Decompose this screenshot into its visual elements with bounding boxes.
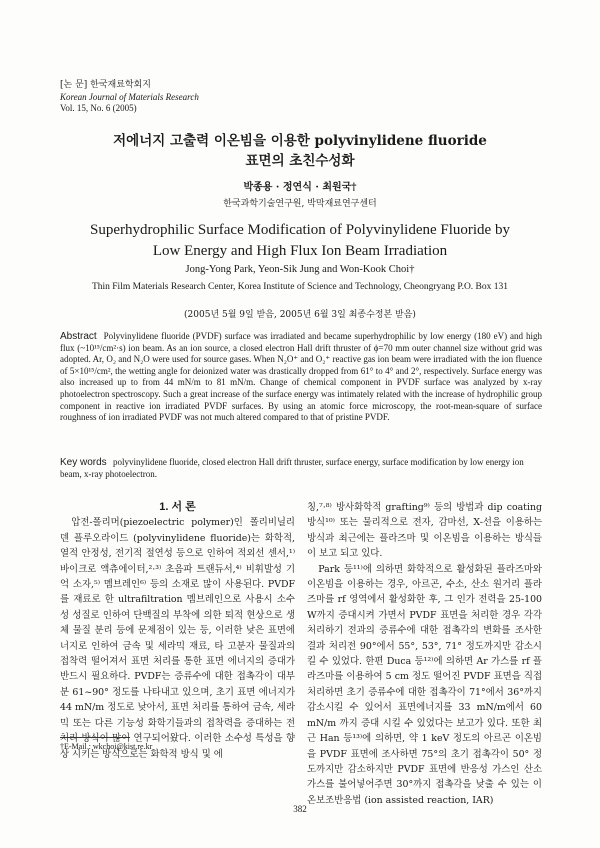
journal-category: [논 문] 한국재료학회지	[60, 80, 151, 90]
received-dates: (2005년 5월 9일 받음, 2005년 6월 3일 최종수정본 받음)	[184, 310, 416, 320]
abstract	[60, 331, 542, 424]
left-paragraph-1: 압전-폴리머(piezoelectric polymer)인 폴리비닐리덴 플루오라이드 (polyvinylidene fluoride)는 화학적, 열적 안정성, 전기적 절연성 등으로 인하여 적외선 센서,¹⁾ 바이크로 액츄에이터,²·³⁾ 초음파 트랜듀서,⁴⁾ 비휘발성 기억 소자,⁵⁾ 멤브레인⁶⁾ 등의 소재로 많이 사용된다. PVDF를 재료로 한 ultrafiltration 멤브레인으로 사용시 소수성 성질로 인하여 단백질의 부착에 의한 퇴적 현상으로 생체 물질 분리 등에 문제점이 있는 등, 이러한 낮은 표면에너지로 인하여 금속 및 세라믹 재료, 타 고분자 물질과의 접착력 떨어져서 표면 처리를 통한 표면 에너지의 증대가 반드시 필요하다. PVDF는 증류수에 대한 접촉각이 대부분 61~90° 정도를 나타내고 있으며, 초기 표면 에너지가 44 mN/m 정도로 낮아서, 표면 처리를 통하여 금속, 세라믹 또는 다른 기능성 화학기들과의 접착력을 증대하는 전처리 방식이 많이 연구되어왔다. 이러한 소수성 특성을 향상 시키는 방식으로는 화학적 방식 및 에	[60, 517, 295, 760]
title-english-line2: Low Energy and High Flux Ion Beam Irradiation	[152, 243, 448, 259]
journal-header	[60, 80, 199, 115]
abstract-text: Polyvinylidene fluoride (PVDF) surface was irradiated and became superhydrophilic by low energy (180 eV) and high flux (~10¹⁵/cm²·s) ion beam. As an ion source, a closed electron Hall drift thruster of ϕ=70 mm outer channel size without grid was adopted. Ar, O₂ and N₂O were used for source gases. When N₂O⁺ and O₂⁺ reactive gas ion beam were irradiated with the ion fluence of 5×10¹⁵/cm², the wetting angle for deionized water was drastically dropped from 61° to 4° and 2°, respectively. Surface energy was also increased up to from 44 mN/m to 81 mN/m. Change of chemical component in PVDF surface was analyzed by x-ray photoelectron spectroscopy. Such a great increase of the surface energy was intimately related with the increase of hydrophilic group component in reactive ion irradiated PVDF surfaces. By using an atomic force microscopy, the root-mean-square of surface roughness of ion irradiated PVDF was not much altered compared to that of pristine PVDF.	[60, 331, 543, 423]
title-english-line1: Superhydrophilic Surface Modification of Polyvinylidene Fluoride by	[90, 222, 510, 238]
affiliation-english: Thin Film Materials Research Center, Korea Institute of Science and Technology, Cheongryang P.O. Box 131	[91, 282, 509, 292]
footnote-divider	[60, 737, 130, 738]
title-korean-line2: 표면의 초친수성화	[245, 153, 355, 169]
abstract-label: Abstract	[60, 331, 97, 342]
section-heading: 1. 서 론	[159, 501, 196, 513]
right-column	[307, 500, 542, 808]
keywords	[60, 457, 542, 480]
title-korean-line1: 저에너지 고출력 이온빔을 이용한 polyvinylidene fluoride	[113, 133, 487, 149]
title-korean	[0, 131, 600, 171]
affiliation-korean: 한국과학기술연구원, 박막재료연구센터	[223, 199, 377, 209]
footnote-email: †E-Mail : wkchoi@kist.re.kr	[60, 742, 153, 751]
keywords-text: polyvinylidene fluoride, closed electron Hall drift thruster, surface energy, surface modification by low energy ion beam, x-ray photoelectron.	[60, 457, 524, 479]
right-paragraph-1: 칭,⁷·⁸⁾ 방사화학적 grafting⁹⁾ 등의 방법과 dip coating 방식¹⁰⁾ 또는 물리적으로 전자, 감마선, X-선을 이용하는 방식과 최근에는 플라즈마 및 이온빔을 이용하는 방식들이 보고 되고 있다.	[307, 502, 542, 560]
left-column	[60, 500, 295, 762]
title-english	[0, 220, 600, 262]
authors-english: Jong-Yong Park, Yeon-Sik Jung and Won-Kook Choi†	[185, 264, 415, 275]
keywords-label: Key words	[60, 457, 107, 468]
right-paragraph-2: Park 등¹¹⁾에 의하면 화학적으로 활성화된 플라즈마와 이온빔을 이용하는 경우, 아르곤, 수소, 산소 원거리 플라즈마를 rf 영역에서 활성화한 후, 그 인가 전력을 25-100 W까지 증대시켜 가면서 PVDF 표면을 처리한 경우 각각 처리하기 전과의 증류수에 대한 접촉각의 변화를 조사한 결과 처리전 90°에서 55°, 53°, 71° 정도까지만 감소시킬 수 있었다. 한편 Duca 등¹²⁾에 의하면 Ar 가스를 rf 플라즈마를 이용하여 5 cm 정도 떨어진 PVDF 표면을 직접 처리하면 초기 증류수에 대한 접촉각이 71°에서 36°까지 감소시킬 수 있어서 표면에너지를 33 mN/m에서 60 mN/m 까지 증대 시킬 수 있었다는 보고가 있다. 또한 최근 Han 등¹³⁾에 의하면, 약 1 keV 정도의 아르곤 이온빔을 PVDF 표면에 조사하면 75°의 초기 접촉각이 50° 정도까지만 감소하지만 PVDF 표면에 반응성 가스인 산소가스를 불어넣어주면 30°까지 접촉각을 낮출 수 있는 이온보조반응법 (ion assisted reaction, IAR)	[307, 563, 542, 806]
journal-volume: Vol. 15, No. 6 (2005)	[60, 103, 137, 113]
authors-korean: 박종용 · 정연식 · 최원국†	[243, 182, 357, 193]
page-number: 382	[293, 804, 307, 814]
journal-name-en: Korean Journal of Materials Research	[60, 91, 199, 102]
